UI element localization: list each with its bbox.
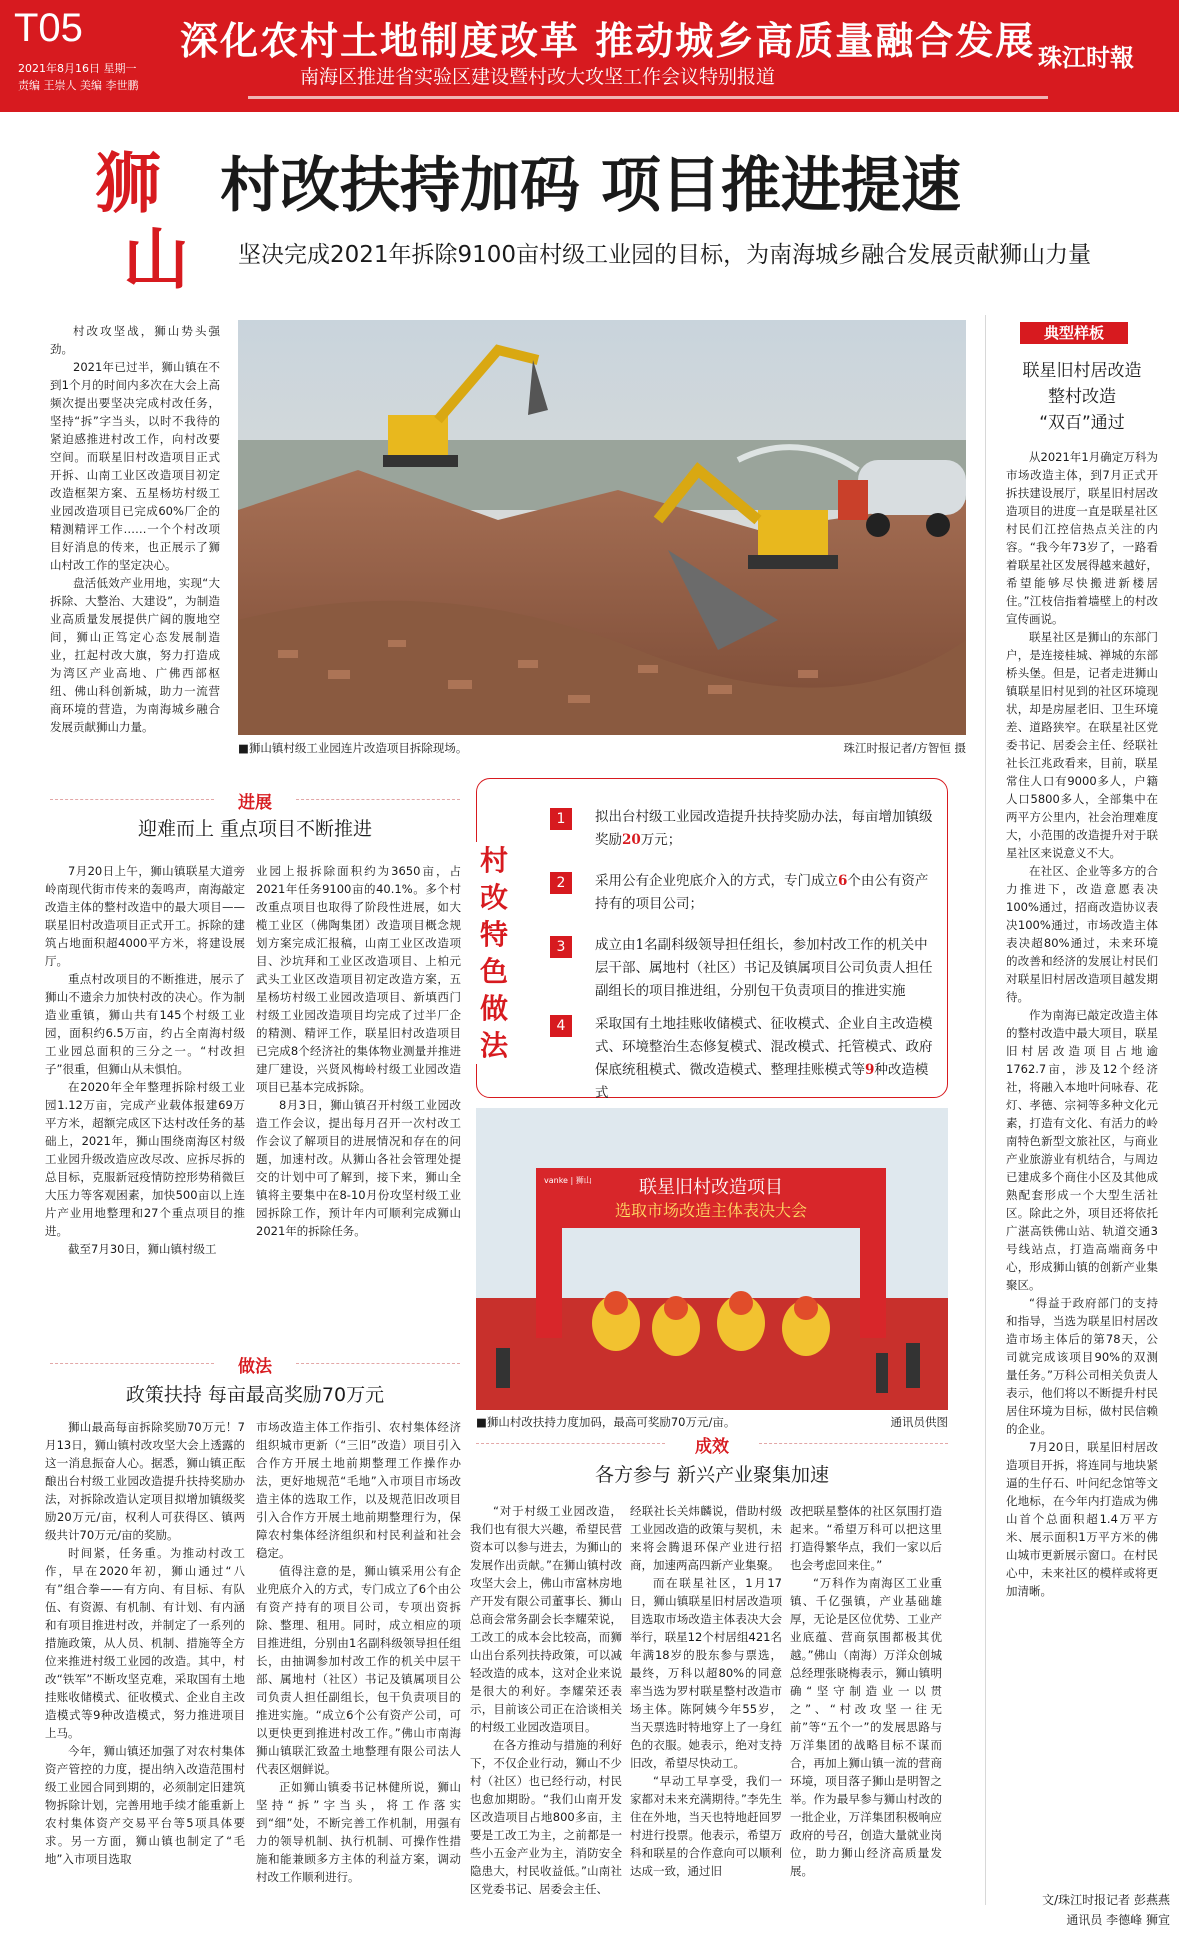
feature-title-char: 做 <box>479 992 508 1025</box>
body-paragraph: 狮山最高每亩拆除奖励70万元！7月13日，狮山镇村改攻坚大会上透露的这一消息振奋人心。据悉，狮山镇正酝酿出台村级工业园改造提升扶持奖励办法，对拆除改造认定项目拟增加镇级奖励20万元/亩，权利人可获得区、镇两级共计70万元/亩的奖励。 <box>45 1420 245 1542</box>
body-paragraph: 8月3日，狮山镇召开村级工业园改造工作会议，提出每月召开一次村改工作会议了解项目的进展情况和存在的问题，加速村改。从狮山各社会管理处提交的计划中可了解到，接下来，狮山全镇将主要集中在8-10月份攻坚村级工业园拆除工作，预计年内可顺利完成狮山2021年的拆除任务。 <box>256 1098 461 1238</box>
date-line <box>18 60 139 94</box>
photo-caption: ■狮山村改扶持力度加码，最高可奖励70万元/亩。 <box>476 1415 736 1429</box>
body-paragraph: 在2020年全年整理拆除村级工业园1.12万亩，完成产业载体报建69万平方米，超额完成区下达村改任务的基础上，2021年，狮山围绕南海区村级工业园升级改造应改尽改、应拆尽拆的总目标，克服新冠疫情防控形势稍微巨大压力等客观困素，加快500亩以上连片产业用地整理和27个重点项目的推进。 <box>45 1080 245 1238</box>
section-tag: 成效 <box>476 1432 948 1457</box>
body-paragraph: 7月20日，联星旧村居改造项目开拆，将连同与地块紧逼的生仔石、叶问纪念馆等文化地标，在今年内打造成为佛山首个总面积超1.4万平方米、展示面积1万平方米的佛山城市更新展示窗口。在村民心中，未来社区的模样或将更加清晰。 <box>1006 1440 1158 1598</box>
lead-paragraph: 2021年已过半，狮山镇在不到1个月的时间内多次在大会上高频次提出要坚决完成村改任务，坚持“拆”字当头，以时不我待的紧迫感推进村改工作，向村改要空间。而联星旧村改造项目正式开拆、山南工业区改造项目初定改造框架方案、五星杨坊村级工业园改造项目已完成60%厂企的精测精评工作……一个个村改项目好消息的传来，也正展示了狮山村改工作的坚定决心。 <box>50 360 220 572</box>
lead-text <box>50 322 220 734</box>
feature-item <box>553 870 938 916</box>
section-heading: 迎难而上 重点项目不断推进 <box>137 818 373 840</box>
sidebar-title: “双百”通过 <box>1039 413 1125 433</box>
feature-item-highlight: 6 <box>838 873 848 889</box>
body-paragraph: 联星社区是狮山的东部门户，是连接桂城、禅城的东部桥头堡。但是，记者走进狮山镇联星旧村见到的社区环境现状，却是房屋老旧、卫生环境差、道路狭窄。在联星社区党委书记、居委会主任、经联社社长江兆政看来，目前，联星常住人口有9000多人，户籍人口5800多人，全部集中在两平方公里内，社会治理难度大，小范围的改造提升对于联星社区来说意义不大。 <box>1006 630 1158 860</box>
body-paragraph: 在社区、企业等多方的合力推进下，改造意愿表决100%通过，招商改造协议表决100%通过，市场改造主体表决超80%通过，未来环境的改善和经济的发展让村民们对联星旧村居改造项目越发期待。 <box>1006 864 1158 1004</box>
feature-item-highlight: 20 <box>622 832 641 848</box>
body-paragraph: 正如狮山镇委书记林健所说，狮山坚持“拆”字当头，将工作落实到“细”处，不断完善工作机制，用强有力的领导机制、执行机制、可操作性措施和能兼顾多方主体的利益方案，调动村改工作顺利进行。 <box>256 1780 461 1884</box>
photo-credit: 珠江时报记者/方智恒 摄 <box>843 741 966 755</box>
body-paragraph: 而在联星社区，1月17日，狮山镇联星旧村居改造项目选取市场改造主体表决大会举行，联星12个村居组421名年满18岁的股东参与票选，最终，万科以超80%的同意率当选为罗村联星整村改造市场主体。陈阿姨今年55岁，当天票选时特地穿上了一身红色的衣服。她表示，绝对支持旧改，希望尽快动工。 <box>630 1576 782 1770</box>
feature-title-char: 改 <box>479 881 508 914</box>
sidebar-divider <box>985 315 986 1905</box>
feature-item-number: 3 <box>550 936 572 958</box>
editor-line: 责编 王崇人 美编 李世鹏 <box>18 79 139 92</box>
sidebar-title: 联星旧村居改造 <box>1022 361 1142 381</box>
section-subtitle: 南海区推进省实验区建设暨村改大攻坚工作会议特别报道 <box>300 66 776 88</box>
body-paragraph: 市场改造主体工作指引、农村集体经济组织城市更新（“三旧”改造）项目引入合作方开展土地前期整理工作操作办法，更好地规范“毛地”入市项目市场改造主体的选取工作，以及规范旧改项目引入合作方开展土地前期整理行为，保障农村集体经济组织和村民利益和社会稳定。 <box>256 1420 461 1560</box>
body-paragraph: “得益于政府部门的支持和指导，当选为联星旧村居改造市场主体后的第78天，公司就完成该项目90%的双测量任务。”万科公司相关负责人表示，他们将以不断提升村民居住环境为目标，做村民信赖的企业。 <box>1006 1296 1158 1436</box>
photo-caption-bar <box>238 738 966 758</box>
section-column <box>630 1502 782 1912</box>
page-masthead <box>0 0 1179 112</box>
feature-item-text: 种改造模式 <box>595 1062 929 1101</box>
feature-item-text: 个由公有资产持有的项目公司； <box>595 873 929 912</box>
ceremony-photo <box>476 1108 948 1410</box>
sidebar-title: 整村改造 <box>1048 387 1116 407</box>
photo-credit: 通讯员供图 <box>890 1415 948 1429</box>
section-column <box>45 1418 245 1908</box>
page-number: T05 <box>14 6 83 50</box>
section-heading: 各方参与 新兴产业聚集加速 <box>594 1464 830 1486</box>
feature-item-text: 成立由1名副科级领导担任组长，参加村改工作的机关中层干部、属地村（社区）书记及镇属项目公司负责人担任副组长的项目推进组，分别包干负责项目的推进实施 <box>595 937 933 999</box>
body-paragraph: 从2021年1月确定万科为市场改造主体，到7月正式开拆扶建设展厅，联星旧村居改造项目的进度一直是联星社区村民们江控信热点关注的内容。“我今年73岁了，一路看着联星社区发展得越来越好，希望能够尽快搬进新楼居住。”江枝信指着墙壁上的村改宣传画说。 <box>1006 450 1158 626</box>
feature-title-char: 村 <box>479 844 508 877</box>
location-char-shi: 狮 <box>95 144 161 222</box>
photo-caption-bar <box>476 1412 948 1432</box>
location-char-shan: 山 <box>123 220 189 298</box>
headline: 村改扶持加码 项目推进提速 <box>220 151 961 221</box>
feature-item-text: 万元； <box>640 832 682 848</box>
demolition-scene-image <box>238 320 966 735</box>
feature-title-char: 法 <box>479 1029 508 1062</box>
decorative-band <box>248 96 1048 99</box>
sidebar-column <box>1006 448 1158 1880</box>
feature-title-char: 特 <box>479 918 508 951</box>
section-tag: 进展 <box>50 788 460 813</box>
feature-item-number: 1 <box>550 808 572 830</box>
section-title: 深化农村土地制度改革 推动城乡高质量融合发展 <box>180 19 1036 63</box>
location-mark <box>95 145 189 297</box>
photo-caption: ■狮山镇村级工业园连片改造项目拆除现场。 <box>238 741 468 755</box>
body-paragraph: 今年，狮山镇还加强了对农村集体资产管控的力度，提出纳入改造范围村级工业园合同到期的，必须制定旧建筑物拆除计划，完善用地手续才能重新上农村集体资产交易平台等5项具体要求。另一方面，狮山镇也制定了“毛地”入市项目选取 <box>45 1744 245 1866</box>
sidebar-badge: 典型样板 <box>1020 322 1128 344</box>
body-paragraph: 值得注意的是，狮山镇采用公有企业兜底介入的方式，专门成立了6个由公有资产持有的项目公司，专项出资拆除、整理、租用。同时，成立相应的项目推进组，分别由1名副科级领导担任组长，由抽调参加村改工作的机关中层干部、属地村（社区）书记及镇属项目公司负责人担任副组长，包干负责项目的推进实施。“成立6个公有资产公司，可以更快更到推进村改工作。”佛山市南海狮山镇联汇致盈土地整理有限公司法人代表区烟鲜说。 <box>256 1564 461 1776</box>
newspaper-logo: 珠江时報 <box>1038 43 1134 72</box>
body-paragraph: 截至7月30日，狮山镇村级工 <box>68 1242 217 1256</box>
lead-paragraph: 村改攻坚战，狮山势头强劲。 <box>50 324 220 356</box>
byline <box>990 1890 1170 1930</box>
section-column <box>45 862 245 1324</box>
section-column <box>470 1502 622 1912</box>
section-heading: 政策扶持 每亩最高奖励70万元 <box>125 1384 385 1406</box>
section-column <box>256 1418 461 1908</box>
body-paragraph: “对于村级工业园改造，我们也有很大兴趣，希望民营资本可以参与进去，为狮山的发展作出贡献。”在狮山镇村改攻坚大会上，佛山市富林房地产开发有限公司董事长、狮山总商会常务副会长李耀荣说，工改工的成本会比较高，而狮山出台系列扶持政策，可以减轻改造的成本，这对企业来说是很大的利好。李耀荣还表示，目前该公司正在洽谈相关的村级工业园改造项目。 <box>470 1504 622 1734</box>
body-paragraph: 经联社长关炜麟说，借助村级工业园改造的政策与契机，未来将会腾退环保产业进行招商，加速两高四新产业集聚。 <box>630 1504 782 1572</box>
feature-title-char: 色 <box>479 955 508 988</box>
arch-banner-line2: 选取市场改造主体表决大会 <box>614 1201 808 1220</box>
feature-item <box>553 1013 938 1105</box>
body-paragraph: 7月20日上午，狮山镇联星大道旁岭南现代街市传来的轰鸣声，南海敲定改造主体的整村改造中的最大项目——联星旧村改造项目正式开工。拆除的建筑占地面积超4000平方米，将建设展厅。 <box>45 864 245 968</box>
arch-banner-line1: 联星旧村改造项目 <box>639 1177 783 1198</box>
feature-item-highlight: 9 <box>865 1062 875 1078</box>
body-paragraph: 作为南海已敲定改造主体的整村改造中最大项目，联星旧村居改造项目占地逾1762.7亩，涉及12个经济社，将融入本地叶问咏春、花灯、孝德、宗祠等多种文化元素，打造有文化、有活力的岭南特色新型文旅社区，与商业产业旅游业有机结合，与周边已建成多个商住小区及其他成熟配套形成一个大型生活社区。除此之外，项目还将依托广湛高铁佛山站、轨道交通3号线站点，打造高端商务中心，形成狮山镇的创新产业集聚区。 <box>1006 1008 1158 1292</box>
lead-paragraph: 盘活低效产业用地，实现“大拆除、大整治、大建设”，为制造业高质量发展提供广阔的腹地空间，狮山正笃定心态发展制造业，扛起村改大旗，努力打造成为湾区产业高地、广佛西部枢纽、佛山科创新城，助力一流营商环境的营造，为南海城乡融合发展贡献狮山力量。 <box>50 576 220 734</box>
body-paragraph: 时间紧，任务重。为推动村改工作，早在2020年初，狮山通过“八有”组合拳——有方向、有目标、有队伍、有资源、有机制、有计划、有内涵和有项目推进村改，并制定了一系列的措施政策，从人员、机制、措施等全方位来推进村级工业园的改造。其中，村改“铁军”不断攻坚克难，采取国有土地挂账收储模式、征收模式、企业自主改造模式等9种改造模式，努力推进项目上马。 <box>45 1546 245 1740</box>
feature-box-title <box>476 842 512 1064</box>
feature-item-number: 4 <box>550 1015 572 1037</box>
feature-item-number: 2 <box>550 872 572 894</box>
feature-item-text: 采用公有企业兜底介入的方式，专门成立 <box>595 873 838 889</box>
demolition-photo <box>238 320 966 735</box>
feature-item <box>553 806 938 852</box>
byline-reporter: 文/珠江时报记者 彭燕燕 <box>1042 1893 1170 1907</box>
feature-item-text: 采取国有土地挂账收储模式、征收模式、企业自主改造模式、环境整治生态修复模式、混改模式、托管模式、政府保底统租模式、微改造模式、整理挂账模式等 <box>595 1016 933 1078</box>
body-paragraph: 改把联星整体的社区氛围打造起来。“希望万科可以把这里打造得繁华点，我们一家以后也会考虑回来住。” <box>790 1504 942 1572</box>
subheadline: 坚决完成2021年拆除9100亩村级工业园的目标，为南海城乡融合发展贡献狮山力量 <box>238 242 1092 268</box>
section-tag: 做法 <box>50 1352 460 1377</box>
feature-item-text: 拟出台村级工业园改造提升扶持奖励办法，每亩增加镇级奖励 <box>595 809 933 848</box>
arch-brand: vanke | 狮山 <box>544 1176 592 1185</box>
issue-date: 2021年8月16日 星期一 <box>18 62 137 75</box>
body-paragraph: 在各方推动与措施的利好下，不仅企业行动，狮山不少村（社区）也已经行动，村民也愈加期盼。“我们山南开发区改造项目占地800多亩，主要是工改工为主，之前都是一些小五金产业为主，消防安全隐患大，村民收益低。”山南社区党委书记、居委会主任、 <box>470 1738 622 1896</box>
section-column <box>256 862 461 1324</box>
body-paragraph: “早动工早享受，我们一家都对未来充满期待。”李先生住在外地，当天也特地赶回罗村进行投票。他表示，希望万科和联星的合作意向可以顺利达成一致，通过旧 <box>630 1774 782 1878</box>
body-paragraph: 重点村改项目的不断推进，展示了狮山不遗余力加快村改的决心。作为制造业重镇，狮山共有145个村级工业园，面积约6.5万亩，约占全南海村级工业园总面积的三分之一。“村改担子”很重，但狮山从未惧怕。 <box>45 972 245 1076</box>
feature-item <box>553 934 938 1003</box>
body-paragraph: “万科作为南海区工业重镇、千亿强镇，产业基础雄厚，无论是区位优势、工业产业底蕴、营商氛围都极其优越。”佛山（南海）万洋众创城总经理张晓梅表示，狮山镇明确“坚守制造业一以贯之”、“村改攻坚一往无前”等“五个一”的发展思路与万洋集团的战略目标不谋而合，再加上狮山镇一流的营商环境，项目落子狮山是明智之举。作为最早参与狮山村改的一批企业，万洋集团积极响应政府的号召，创造大量就业岗位，助力狮山经济高质量发展。 <box>790 1576 942 1878</box>
byline-correspondent: 通讯员 李德峰 狮宣 <box>1066 1913 1170 1927</box>
body-paragraph: 业园上报拆除面积约为3650亩，占2021年任务9100亩的40.1%。多个村改重点项目也取得了阶段性进展，如大榄工业区（佛陶集团）改造项目概念规划方案完成汇报稿，山南工业区改造项目、沙坑拜和工业区改造项目、上柏元武头工业区改造项目初定改造方案，五星杨坊村级工业园改造项目、新填西门村级工业园改造项目均完成了过半厂企的精测、精评工作，联星旧村改造项目已完成8个经济社的集体物业测量并推进建厂建设，兴贤风梅岭村级工业园改造项目已基本完成拆除。 <box>256 864 461 1094</box>
section-column <box>790 1502 942 1912</box>
ceremony-scene-image <box>476 1108 948 1410</box>
